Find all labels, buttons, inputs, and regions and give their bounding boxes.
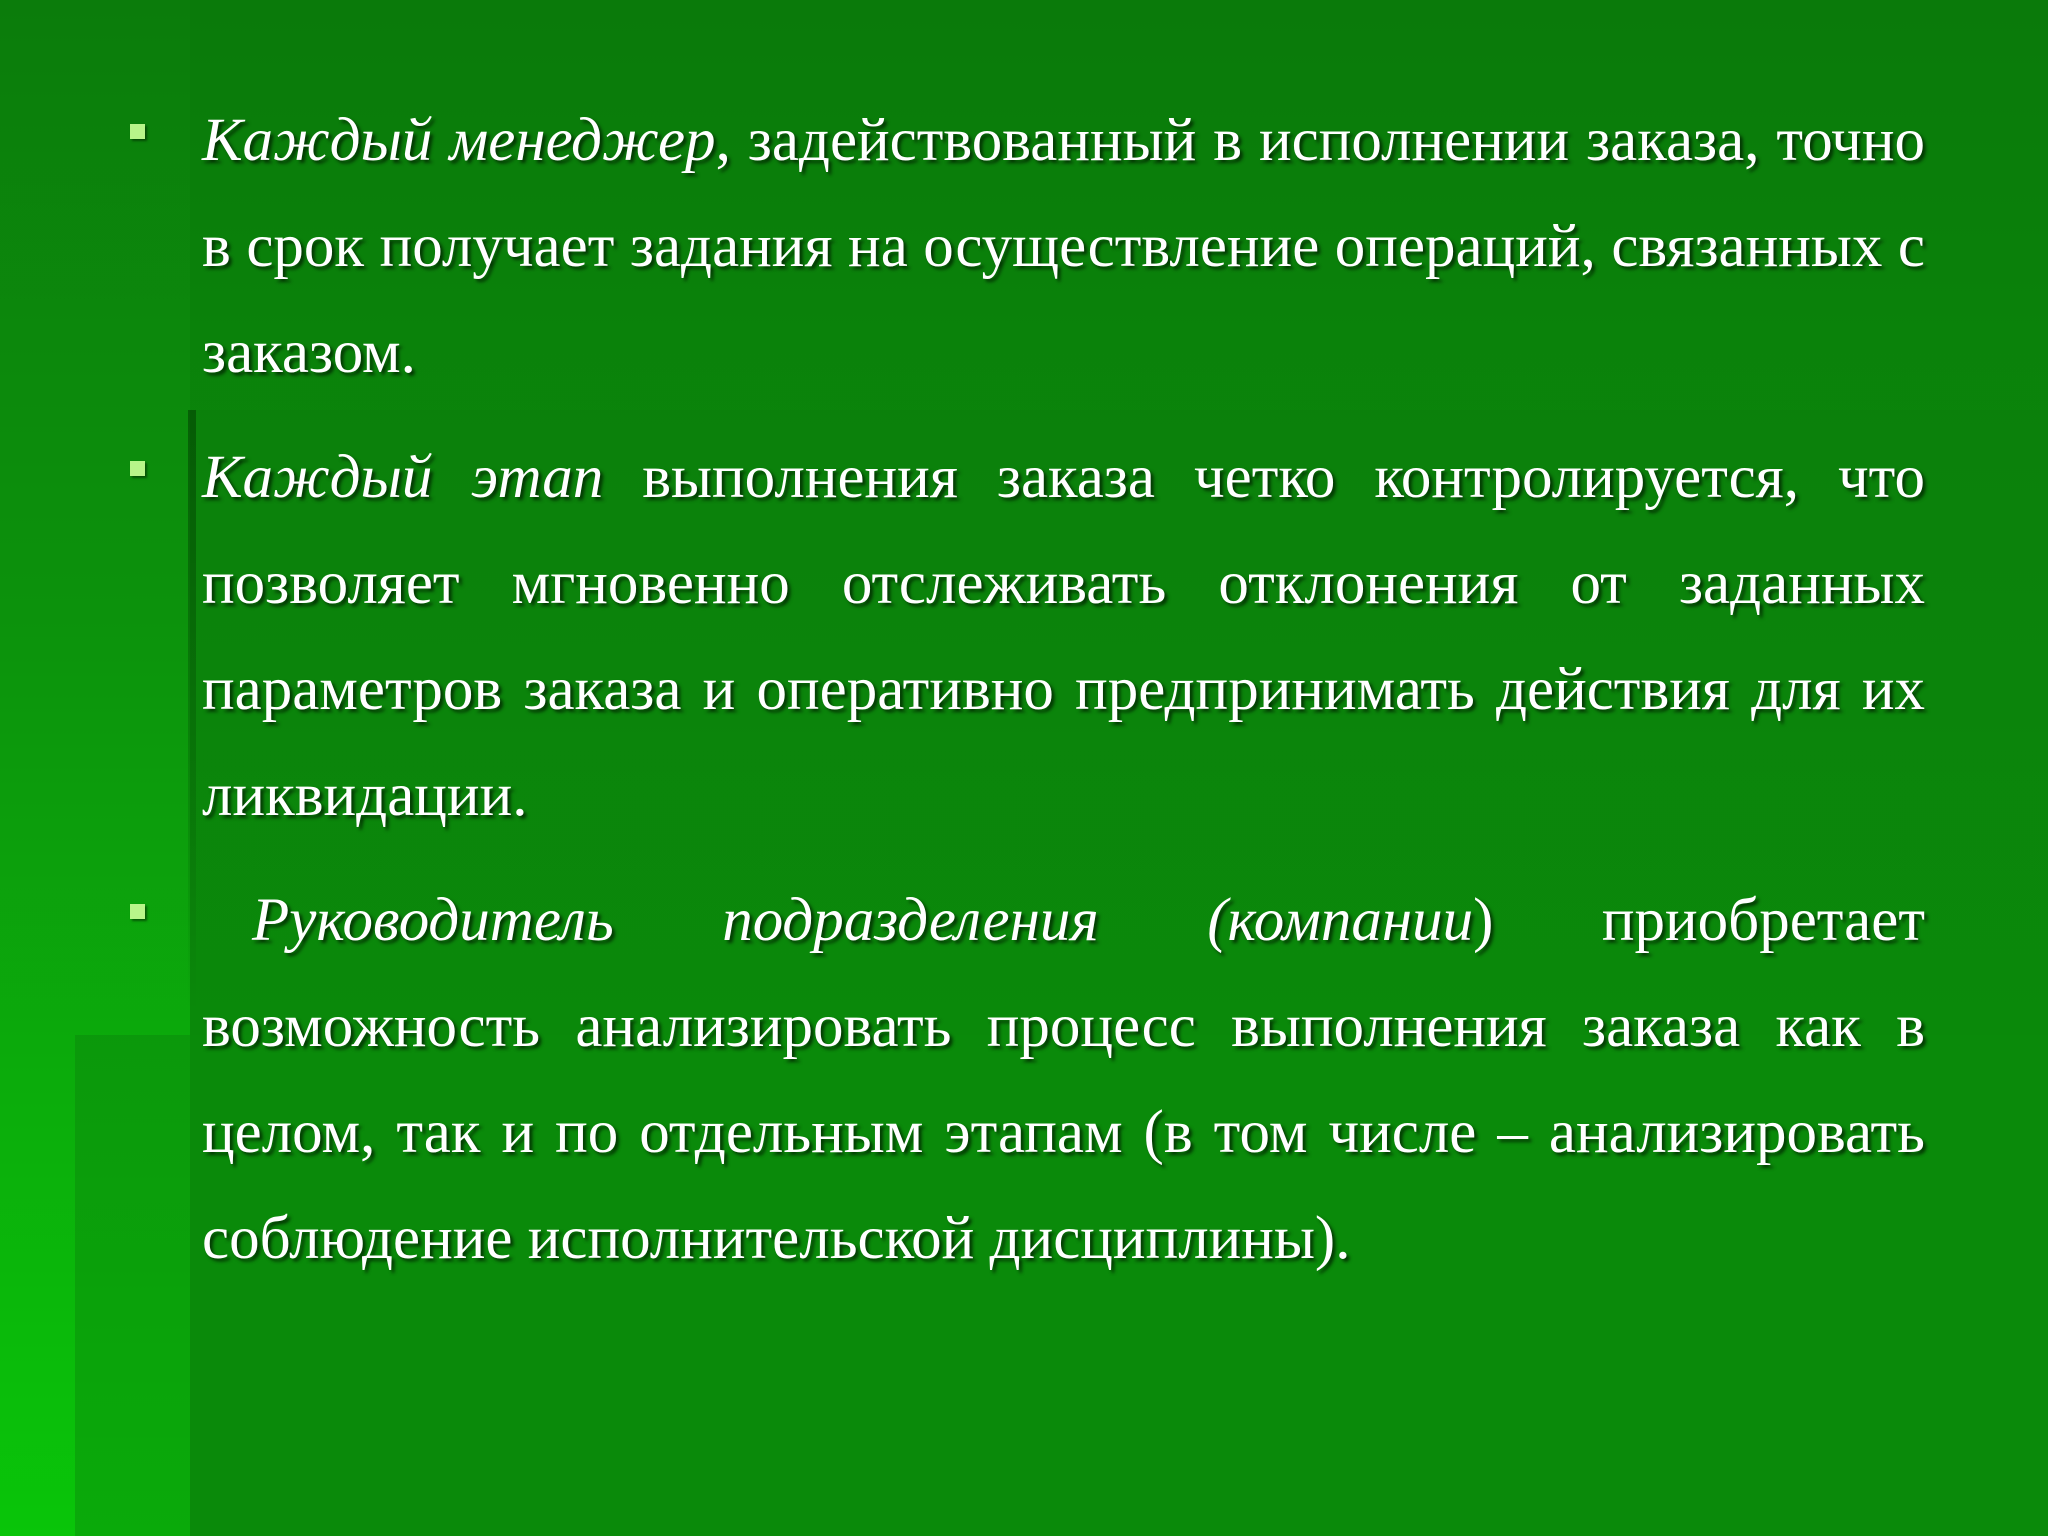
- square-bullet-icon: [130, 461, 145, 476]
- bullet-emphasis: Каждый менеджер: [202, 107, 716, 174]
- slide-content: [120, 88, 1925, 1311]
- bullet-text: [202, 425, 1925, 849]
- bullet-item: [120, 88, 1925, 406]
- square-bullet-icon: [130, 904, 145, 919]
- bullet-text: [202, 88, 1925, 406]
- bullet-body: выполнения заказа четко контролируется, что позволяет мгновенно отслеживать отклонения от заданных параметров заказа и оперативно предпринимать действия для их ликвидации.: [202, 444, 1925, 829]
- square-bullet-icon: [130, 124, 145, 139]
- bullet-item: [120, 425, 1925, 849]
- bullet-item: [120, 868, 1925, 1292]
- bullet-emphasis: Каждый этап: [202, 444, 604, 511]
- bullet-text: [202, 868, 1925, 1292]
- bullet-emphasis: Руководитель подразделения (компании: [252, 887, 1474, 954]
- bullet-body: ) приобретает возможность анализировать процесс выполнения заказа как в целом, так и по отдельным этапам (в том числе – анализировать соблюдение исполнительской дисциплины).: [202, 887, 1925, 1272]
- bullet-body: , задействованный в исполнении заказа, точно в срок получает задания на осуществление операций, связанных с заказом.: [202, 107, 1926, 386]
